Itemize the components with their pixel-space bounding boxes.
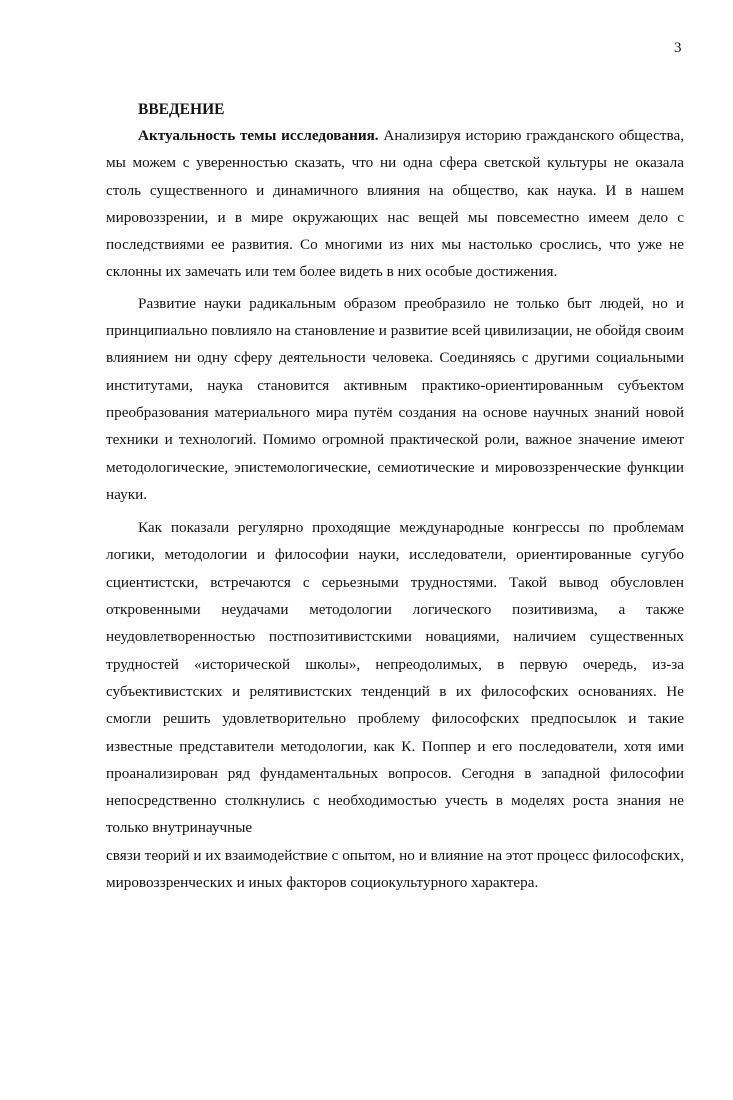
page-body [106,98,684,896]
paragraph-continuation: связи теорий и их взаимодействие с опытом, но и влияние на этот процесс философских, мировоззренческих и иных факторов социокультурного характера. [106,846,684,892]
relevance-runin-heading: Актуальность темы исследования. [138,127,379,144]
paragraph-congresses: Как показали регулярно проходящие международные конгрессы по проблемам логики, методологии и философии науки, исследователи, ориентированные сугубо сциентистски, встречаются с серьезными трудностями. Такой вывод обусловлен откровенными неудачами методологии логического позитивизма, а также неудовлетворенностью постпозитивистскими новациями, наличием существенных трудностей «исторической школы», непреодолимых, в первую очередь, из-за субъективистских и релятивистских тенденций в их философских основаниях. Не смогли решить удовлетворительно проблему философских предпосылок и такие известные представители методологии, как К. Поппер и его последователи, хотя ими проанализирован ряд фундаментальных вопросов. Сегодня в западной философии непосредственно столкнулись с необходимостью учесть в моделях роста знания не только внутринаучные [106,519,684,837]
page-number: 3 [674,40,682,56]
paragraph-relevance [106,122,684,286]
paragraph-science-development: Развитие науки радикальным образом преобразило не только быт людей, но и принципиально повлияло на становление и развитие всей цивилизации, не обойдя своим влиянием ни одну сферу деятельности человека. Соединяясь с другими социальными институтами, наука становится активным практико-ориентированным субъектом преобразования материального мира путём создания на основе научных знаний новой техники и технологий. Помимо огромной практической роли, важное значение имеют методологические, эпистемологические, семиотические и мировоззренческие функции науки. [106,294,684,503]
relevance-text: Анализируя историю гражданского общества, мы можем с уверенностью сказать, что ни одна сфера светской культуры не оказала столь существенного и динамичного влияния на общество, как наука. И в нашем мировоззрении, и в мире окружающих нас вещей мы повсеместно имеем дело с последствиями ее развития. Со многими из них мы настолько срослись, что уже не склонны их замечать или тем более видеть в них особые достижения. [106,127,684,281]
section-heading: ВВЕДЕНИЕ [138,101,225,118]
